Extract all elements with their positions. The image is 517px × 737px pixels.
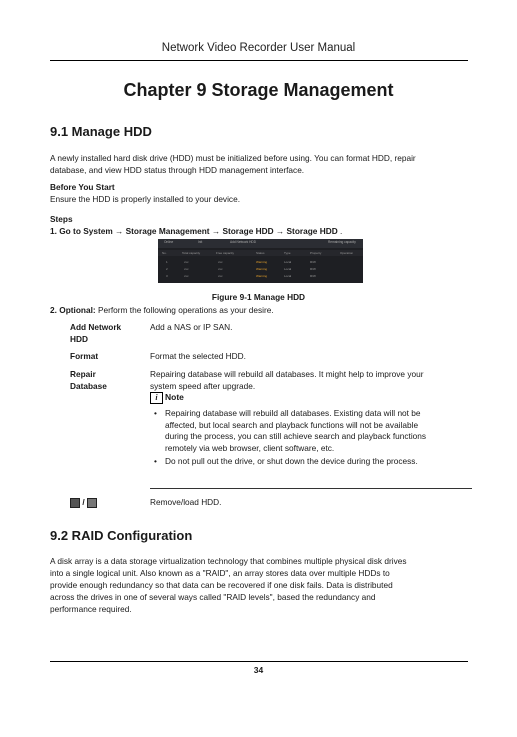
- desc-add-network-hdd: Add a NAS or IP SAN.: [150, 322, 233, 332]
- step-2-number: 2.: [50, 305, 60, 315]
- step-1: [50, 225, 470, 237]
- intro-line: A newly installed hard disk drive (HDD) must be initialized before using. You can format HDD, repair: [50, 153, 416, 163]
- before-you-start-text: Ensure the HDD is properly installed to your device.: [50, 194, 240, 204]
- raid-line: A disk array is a data storage virtualization technology that combines multiple physical disk drives: [50, 556, 407, 566]
- raid-line: across the drives in one of several ways called "RAID levels", based the redundancy and: [50, 592, 376, 602]
- icon-separator: /: [82, 497, 85, 507]
- step-1-suffix: .: [337, 226, 343, 236]
- page-number: 34: [253, 665, 264, 675]
- note-line: affected, but local search and playback functions will not be available: [165, 419, 419, 430]
- term-add-network-hdd: [70, 321, 145, 345]
- table-cell: xxx: [184, 274, 189, 278]
- desc-remove-load: Remove/load HDD.: [150, 497, 222, 507]
- section-heading-raid-configuration: 9.2 RAID Configuration: [50, 528, 193, 543]
- column-header: Type: [284, 251, 291, 255]
- column-header: Operation: [340, 251, 354, 255]
- table-cell: Local: [284, 260, 292, 264]
- chapter-title: Chapter 9 Storage Management: [123, 80, 394, 100]
- desc-repair-database: [150, 368, 472, 392]
- table-cell: 3: [166, 274, 168, 278]
- raid-line: into a single logical unit. Also known as a "RAID", an array stores data over multiple HDDs to: [50, 568, 390, 578]
- section-heading-manage-hdd: 9.1 Manage HDD: [50, 124, 152, 139]
- raid-line: performance required.: [50, 604, 132, 614]
- table-cell: Local: [284, 274, 292, 278]
- figure-caption: Figure 9-1 Manage HDD: [211, 292, 306, 302]
- step-2-optional-label: Optional:: [59, 305, 96, 315]
- table-cell-status: Warning: [256, 267, 268, 271]
- table-cell: R/W: [310, 260, 316, 264]
- toolbar-item: Init: [198, 240, 203, 244]
- note-bullet-text: Do not pull out the drive, or shut down the device during the process.: [165, 456, 418, 466]
- step-2-text: Perform the following operations as your desire.: [95, 305, 274, 315]
- note-icon: i: [150, 392, 163, 404]
- column-header: Free capacity: [216, 251, 235, 255]
- table-cell-status: Warning: [256, 274, 268, 278]
- raid-line: provide enough redundancy so that data can be recovered if one disk fails. Data is distributed: [50, 580, 393, 590]
- column-header: Property: [310, 251, 322, 255]
- table-cell: xxx: [218, 267, 223, 271]
- toolbar-item: Add Network HDD: [230, 240, 257, 244]
- table-cell-status: Warning: [256, 260, 268, 264]
- footer-rule: [50, 661, 468, 662]
- table-cell: 1: [166, 260, 168, 264]
- term-line: Add Network: [70, 322, 122, 332]
- desc-line: Repairing database will rebuild all databases. It might help to improve your: [150, 369, 424, 379]
- desc-line: system speed after upgrade.: [150, 381, 256, 391]
- term-line: HDD: [70, 334, 88, 344]
- step-2: [50, 304, 470, 316]
- bullet-icon: •: [154, 408, 157, 418]
- table-cell: R/W: [310, 267, 316, 271]
- before-you-start-label: Before You Start: [50, 182, 115, 192]
- raid-paragraph: [50, 555, 470, 615]
- screenshot-toolbar: [158, 239, 363, 248]
- term-line: Database: [70, 381, 107, 391]
- table-cell: R/W: [310, 274, 316, 278]
- running-header: Network Video Recorder User Manual: [161, 42, 356, 54]
- term-format: Format: [70, 351, 99, 361]
- hdd-management-screenshot: [158, 239, 363, 283]
- intro-paragraph: [50, 152, 470, 176]
- note-title: [150, 392, 184, 404]
- term-repair-database: [70, 368, 145, 392]
- toolbar-item: Online: [164, 240, 174, 244]
- column-header: No.: [162, 251, 167, 255]
- table-cell: xxx: [184, 267, 189, 271]
- note-bullet-text: [165, 408, 465, 454]
- term-line: Repair: [70, 369, 96, 379]
- table-cell: Local: [284, 267, 292, 271]
- toolbar-right: Remaining capacity: [328, 240, 356, 244]
- step-1-menu-path: System → Storage Management → Storage HDD → Storage HDD: [83, 226, 338, 236]
- table-cell: xxx: [218, 260, 223, 264]
- term-remove-load: [70, 496, 145, 508]
- column-header: Status: [256, 251, 265, 255]
- column-header: Total capacity: [182, 251, 201, 255]
- load-hdd-icon: [87, 498, 97, 508]
- bullet-icon: •: [154, 456, 157, 466]
- note-bullet: [155, 408, 465, 456]
- remove-hdd-icon: [70, 498, 80, 508]
- table-cell: xxx: [184, 260, 189, 264]
- step-1-prefix: 1. Go to: [50, 226, 84, 236]
- note-line: Repairing database will rebuild all databases. Existing data will not be: [165, 408, 421, 418]
- note-label: Note: [165, 392, 184, 402]
- note-line: during the process, you can still achieve search and playback functions: [165, 431, 427, 441]
- note-line: remotely via web browser, client software, etc.: [165, 442, 335, 453]
- header-rule: [50, 60, 468, 61]
- steps-label: Steps: [50, 214, 73, 224]
- table-cell: xxx: [218, 274, 223, 278]
- intro-line: database, and view HDD status through HDD management interface.: [50, 165, 305, 175]
- note-box: [150, 392, 472, 489]
- table-cell: 2: [166, 267, 168, 271]
- desc-format: Format the selected HDD.: [150, 351, 246, 361]
